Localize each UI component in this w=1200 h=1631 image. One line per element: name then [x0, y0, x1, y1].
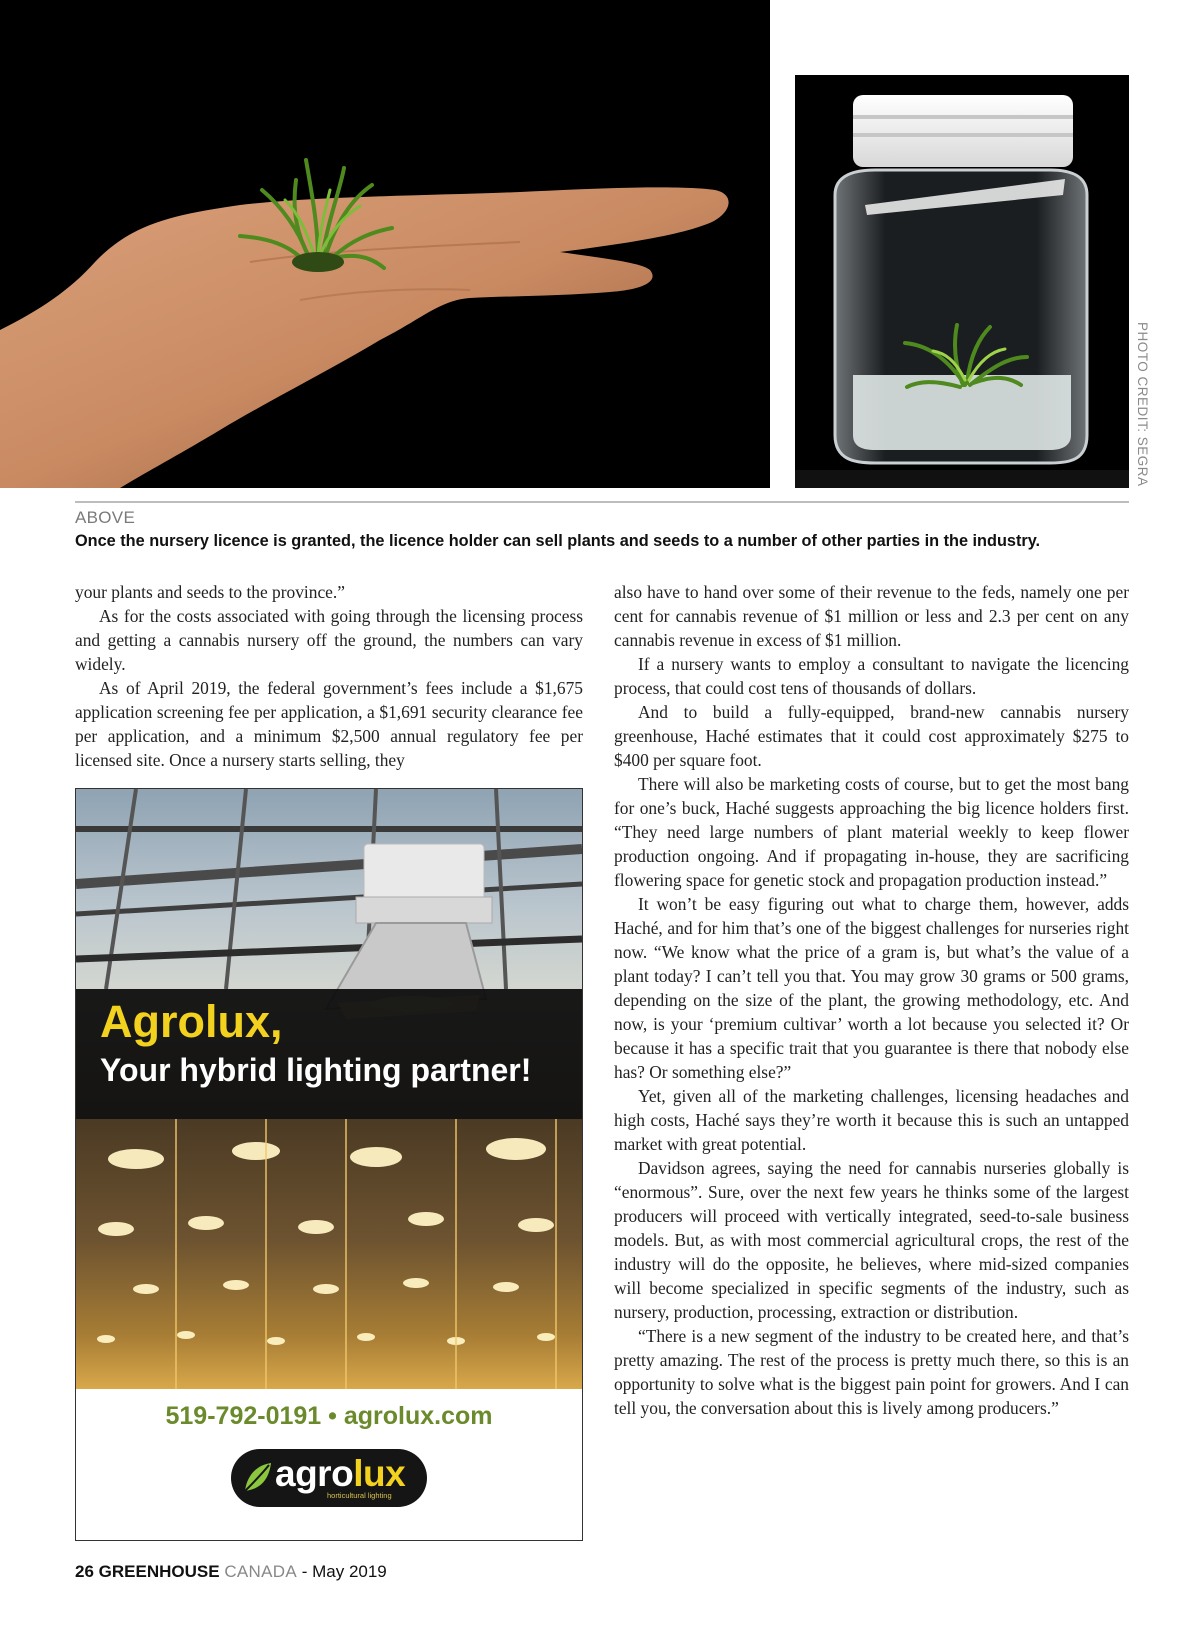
ad-headline: Agrolux,	[100, 996, 283, 1047]
magazine-name-suffix: CANADA	[224, 1562, 297, 1581]
magazine-name: GREENHOUSE	[98, 1562, 220, 1581]
paragraph: It won’t be easy figuring out what to charge them, however, adds Haché, and for him that’s one of the biggest challenges for nurseries right now. “We know what the price of a gram is, but what’s the value of a plant today? I can’t tell you that. You may grow 30 grams or 500 grams, depending on the size of the plant, the growing methodology, etc. And now, is your ‘premium cultivar’ worth a lot because you selected it? Or because it has a specific trait that you guarantee is there that nobody else has? Or something else?”	[614, 894, 1129, 1082]
agrolux-advertisement[interactable]	[75, 788, 583, 1541]
ad-lights-art	[76, 1119, 582, 1389]
hand-photo-art	[0, 0, 770, 488]
leaf-icon	[243, 1461, 273, 1495]
paragraph: Davidson agrees, saying the need for cannabis nurseries globally is “enormous”. Sure, over the next few years he thinks some of the largest producers will proceed with vertically integrated, seed-to-sale business models. But, as with most commercial agricultural crops, the rest of the industry will do the opposite, he believes, where mid-sized companies will become specialized in specific segments of the industry, such as nursery, production, processing, extraction or distribution.	[614, 1158, 1129, 1322]
hand-seedling-photo	[0, 0, 770, 488]
article-column-left	[75, 580, 583, 772]
photo-credit-text: PHOTO CREDIT: SEGRA	[1135, 322, 1150, 487]
page-number: 26	[75, 1562, 94, 1581]
caption-text: Once the nursery licence is granted, the licence holder can sell plants and seeds to a number of other parties in the industry.	[75, 532, 1041, 550]
ad-subheadline: Your hybrid lighting partner!	[100, 1052, 532, 1088]
agrolux-logo-wordmark	[275, 1453, 405, 1495]
paragraph: Yet, given all of the marketing challenges, licensing headaches and high costs, Haché says they’re worth it because this is such an untapped market with great potential.	[614, 1086, 1129, 1154]
ad-greenhouse-lights-photo	[76, 1119, 582, 1389]
paragraph: There will also be marketing costs of course, but to get the most bang for one’s buck, Haché suggests approaching the big licence holders first. “They need large numbers of plant material weekly to keep flower production ongoing. And if propagating in-house, they are sacrificing flowering space for genetic stock and propagation production instead.”	[614, 774, 1129, 890]
jar-photo-art	[795, 75, 1129, 488]
agrolux-logo-tagline: horticultural lighting	[327, 1491, 392, 1500]
ad-contact-line[interactable]: 519-792-0191 • agrolux.com	[165, 1402, 493, 1430]
photo-credit	[1132, 322, 1154, 488]
agrolux-logo-main: agro	[275, 1453, 354, 1494]
footer-separator: -	[301, 1562, 308, 1581]
paragraph: your plants and seeds to the province.”	[75, 582, 345, 602]
paragraph: If a nursery wants to employ a consultant to navigate the licencing process, that could cost tens of thousands of dollars.	[614, 654, 1129, 698]
issue-date: May 2019	[312, 1562, 387, 1581]
paragraph: As for the costs associated with going through the licensing process and getting a cannabis nursery off the ground, the numbers can vary widely.	[75, 606, 583, 674]
agrolux-logo	[231, 1449, 427, 1507]
paragraph: also have to hand over some of their revenue to the feds, namely one per cent for cannabis revenue of $1 million or less and 2.3 per cent on any cannabis revenue in excess of $1 million.	[614, 582, 1129, 650]
article-column-right	[614, 580, 1129, 1420]
page-footer	[75, 1562, 387, 1582]
caption-label: ABOVE	[75, 508, 136, 527]
paragraph: “There is a new segment of the industry to be created here, and that’s pretty amazing. The rest of the process is pretty much there, so this is an opportunity to solve what is the biggest pain point for growers. And I can tell you, the conversation about this is lively among producers.”	[614, 1326, 1129, 1418]
caption-divider	[75, 501, 1129, 503]
jar-seedling-photo	[795, 75, 1129, 488]
paragraph: And to build a fully-equipped, brand-new cannabis nursery greenhouse, Haché estimates that it could cost approximately $275 to $400 per square foot.	[614, 702, 1129, 770]
agrolux-logo-accent: lux	[353, 1453, 406, 1494]
paragraph: As of April 2019, the federal government’s fees include a $1,675 application screening fee per application, a $1,691 security clearance fee per application, and a minimum $2,500 annual regulatory fee per licensed site. Once a nursery starts selling, they	[75, 678, 583, 770]
